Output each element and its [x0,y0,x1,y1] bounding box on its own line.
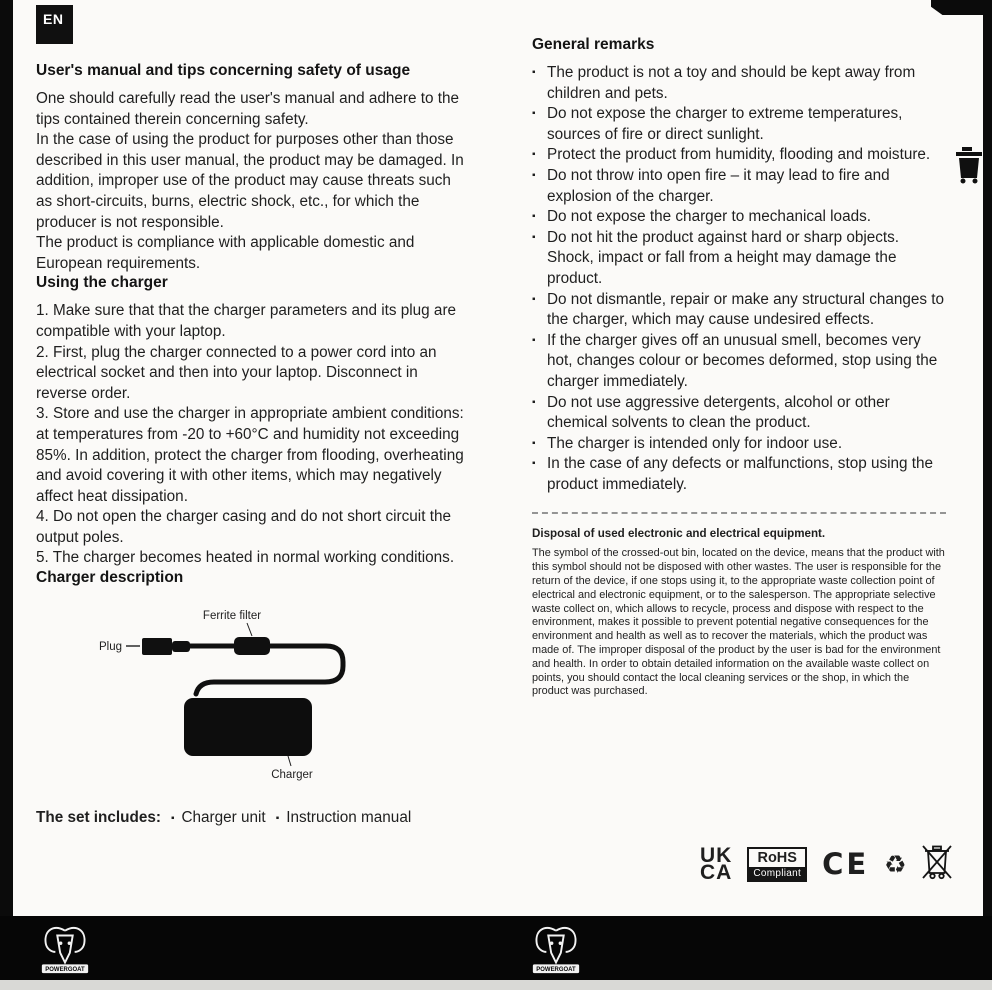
charger-brick [184,698,312,756]
remark-item: ▪ If the charger gives off an unusual smell, becomes very hot, changes colour or becomes deformed, stop using the charger immediately. [532,331,946,393]
rohs-mark: RoHS Compliant [747,847,807,882]
remark-item: ▪ Do not dismantle, repair or make any structural changes to the charger, which may cause undesired effects. [532,290,946,331]
numbered-step: 5. The charger becomes heated in normal working conditions. [36,549,455,567]
charger-diagram [36,606,366,784]
set-includes-line [36,809,468,827]
ferrite-filter-label: Ferrite filter [202,610,262,623]
bullet-icon [161,809,182,826]
disposal-body: The symbol of the crossed-out bin, located on the device, means that the product with this symbol should not be disposed with other wastes. The user is responsible for the return of the device, if one stops using it, to the appropriate waste collection point of electrical and electronic equipment, or to the salesperson. The appropriate selective waste collect on, which allows to recycle, process and dispose with respect to the environment, makes it possible to prevent potential negative consequences for the environment and health as well as to recover the materials, which the product was made of. The improper disposal of the product by the user is bad for the environment and health. In order to obtain detailed information on the available waste collect on points, you should contact the local cleaning services or the shop, in which the product was purchased. [532,547,945,698]
intro-paragraph: In the case of using the product for purposes other than those described in this user manual, the product may be damaged. In addition, improper use of the product may cause threats such as short-circuits, burns, electric shock, etc., for which the producer is not responsible. [36,131,464,231]
remark-item: ▪ Do not throw into open fire – it may lead to fire and explosion of the charger. [532,166,946,207]
scan-edge-right [983,0,992,990]
remark-item: ▪ In the case of any defects or malfunctions, stop using the product immediately. [532,454,946,495]
general-remarks-list [532,63,946,495]
set-includes-item: Charger unit [181,809,266,827]
remark-item: ▪ Do not hit the product against hard or sharp objects. Shock, impact or fall from a height may damage the product. [532,228,946,290]
scan-corner-artifact [931,0,983,15]
numbered-step: 3. Store and use the charger in appropriate ambient conditions: at temperatures from -20 to +60°C and humidity not exceeding 85%. In addition, protect the charger from flooding, overheating and avoid covering it with other items, which may negatively affect heat dissipation. [36,405,464,505]
recycle-icon: ♻ [884,849,907,879]
set-includes-label: The set includes: [36,809,161,827]
conformity-marks-row [700,845,952,883]
powergoat-wordmark: POWERGOAT [536,967,576,974]
bullet-icon [266,809,287,826]
language-badge-label: EN [43,11,64,27]
intro-paragraph: One should carefully read the user's manual and adhere to the tips contained therein concerning safety. [36,90,460,128]
set-includes-item: Instruction manual [286,809,412,827]
section-heading-using-charger: Using the charger [36,274,168,292]
weee-crossed-bin-icon [922,845,952,883]
powergoat-logo [36,922,94,976]
crossed-bin-edge-icon [953,146,983,186]
right-column [532,36,946,699]
section-heading-general-remarks: General remarks [532,36,655,53]
remark-item: ▪ The charger is intended only for indoor use. [532,434,946,455]
ukca-mark: UK CA [700,844,733,884]
plug-connector [142,638,172,655]
numbered-step: 2. First, plug the charger connected to a power cord into an electrical socket and then into your laptop. Disconnect in reverse order. [36,343,437,402]
remark-item: ▪ The product is not a toy and should be kept away from children and pets. [532,63,946,104]
intro-paragraph: The product is compliance with applicable domestic and European requirements. [36,234,415,272]
section-heading-usage-safety: User's manual and tips concerning safety of usage [36,62,411,79]
left-column [36,62,468,827]
remark-item: ▪ Protect the product from humidity, flooding and moisture. [532,145,946,166]
remark-item: ▪ Do not use aggressive detergents, alcohol or other chemical solvents to clean the product. [532,393,946,434]
scan-edge-left [0,0,13,990]
numbered-step: 4. Do not open the charger casing and do not short circuit the output poles. [36,508,451,546]
remark-item: ▪ Do not expose the charger to mechanical loads. [532,207,946,228]
disposal-heading: Disposal of used electronic and electrical equipment. [532,527,826,541]
section-heading-charger-description: Charger description [36,569,184,587]
ferrite-filter-bead [234,637,270,655]
charger-label: Charger [271,769,313,782]
dashed-divider [532,512,946,514]
plug-label: Plug [98,641,122,654]
footer-bottom-strip [0,980,992,990]
language-badge [36,5,73,44]
remark-item: ▪ Do not expose the charger to extreme temperatures, sources of fire or direct sunlight. [532,104,946,145]
powergoat-wordmark: POWERGOAT [45,967,85,974]
footer-band [0,916,992,980]
powergoat-logo [527,922,585,976]
numbered-step: 1. Make sure that that the charger parameters and its plug are compatible with your laptop. [36,302,457,340]
ce-mark: CE [822,847,870,881]
